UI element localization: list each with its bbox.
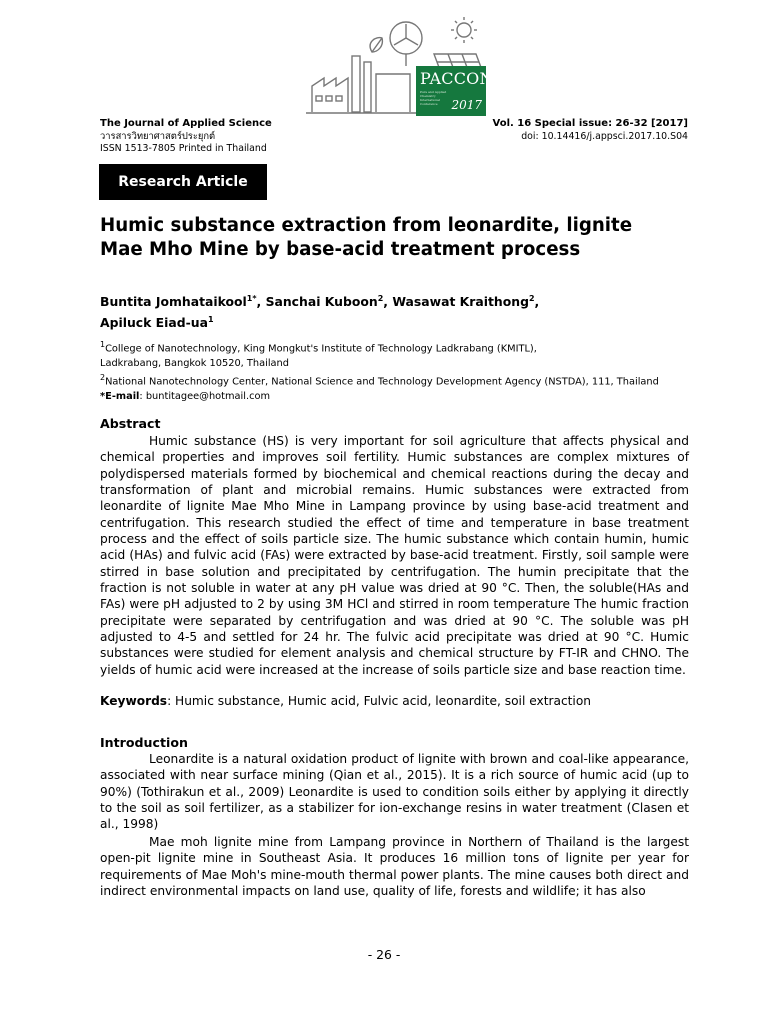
introduction-paragraph-1: Leonardite is a natural oxidation product of lignite with brown and coal-like appearance, associated with near surface mining (Qian et al., 2015). It is a rich source of humic acid (up to 90%) (Tothirakun et al., 2009) Leonardite is used to condition soils either by applying it directly to the soil as soil fertilizer, as a stabilizer for ion-exchange resins in water treatment (Clasen et al., 1998)	[100, 752, 689, 832]
keywords-text: : Humic substance, Humic acid, Fulvic acid, leonardite, soil extraction	[167, 694, 591, 708]
affiliation-number: 2	[100, 373, 106, 383]
affiliation-1	[100, 338, 700, 357]
journal-name-thai: วารสารวิทยาศาสตร์ประยุกต์	[100, 130, 216, 142]
author-affiliation-mark: 2	[377, 294, 384, 303]
author-name: Buntita Jomhataikool	[100, 294, 247, 310]
author-affiliation-mark: 1*	[246, 294, 257, 303]
email-label: *E-mail	[100, 390, 140, 402]
paccon-logo	[306, 14, 494, 114]
doi: doi: 10.14416/j.appsci.2017.10.S04	[521, 130, 688, 142]
journal-name: The Journal of Applied Science	[100, 118, 272, 129]
page-number: - 26 -	[367, 947, 401, 962]
issue-info	[493, 118, 688, 143]
introduction-paragraph-2: Mae moh lignite mine from Lampang province in Northern of Thailand is the largest open-pit lignite mine in Southeast Asia. It produces 16 million tons of lignite per year for requirements of Mae Moh's mine-mouth thermal power plants. The mine causes both direct and indirect environmental impacts on land use, quality of life, forests and wildlife; it has also	[100, 835, 689, 899]
volume: Vol. 16 Special issue: 26-32 [2017]	[492, 118, 688, 129]
abstract-text: Humic substance (HS) is very important for soil agriculture that affects physical and chemical properties and improves soil fertility. Humic substances are complex mixtures of polydispersed materials formed by biochemical and chemical reactions during the decay and transformation of plant and microbial remains. Humic substances were extracted from leonardite of lignite Mae Mho Mine in Lampang province by using base-acid treatment and centrifugation. This research studied the effect of time and temperature in base treatment process and the effect of soils particle size. The humic substance which contain humin, humic acid (HAs) and fulvic acid (FAs) were extracted by base-acid treatment. Firstly, soil sample were stirred in base solution and precipitated by centrifugation. The humin precipitate that the fraction is not soluble in water at any pH value was dried at 90 °C. Then, the soluble(HAs and FAs) were pH adjusted to 2 by using 3M HCl and stirred in room temperature The humic fraction precipitate were separated by centrifugation and was dried at 90 °C. The soluble was pH adjusted to 4-5 and settled for 24 hr. The fulvic acid precipitate was dried at 90 °C. Humic substances were studied for element analysis and chemical structure by FT-IR and CHNO. The yields of humic acid were increased at the increase of soils particle size and base reaction time.	[100, 434, 689, 677]
article-type-badge: Research Article	[99, 164, 267, 200]
affiliation-text: College of Nanotechnology, King Mongkut's Institute of Technology Ladkrabang (KMITL),	[105, 343, 537, 355]
logo-name: PACCON	[420, 69, 494, 88]
keywords-label: Keywords	[100, 694, 168, 708]
affiliations	[100, 338, 700, 404]
introduction-heading: Introduction	[100, 735, 188, 750]
affiliation-text: National Nanotechnology Center, National Science and Technology Development Agency (NSTDA), 111, Thailand	[105, 376, 659, 388]
affiliation-1-line2: Ladkrabang, Bangkok 10520, Thailand	[100, 357, 289, 369]
logo-subtitle: Pure and Applied Chemistry International Conference	[420, 90, 447, 106]
email-address: buntitagee@hotmail.com	[145, 390, 271, 402]
issn: ISSN 1513-7805 Printed in Thailand	[100, 143, 267, 154]
author-name: Sanchai Kuboon	[265, 294, 378, 310]
logo-year: 2017	[451, 98, 482, 112]
affiliation-number: 1	[100, 340, 106, 349]
keywords	[100, 694, 689, 708]
article-title: Humic substance extraction from leonardite, lignite Mae Mho Mine by base-acid treatment process	[100, 215, 633, 260]
author-name: Wasawat Kraithong	[392, 294, 529, 310]
paccon-badge	[416, 66, 494, 116]
journal-info	[100, 118, 272, 156]
author-name: Apiluck Eiad-ua	[100, 315, 208, 331]
contact-email: *E-mail: buntitagee@hotmail.com	[100, 390, 271, 402]
abstract-heading: Abstract	[100, 416, 161, 431]
author-list: Buntita Jomhataikool$^{1*}$, Sanchai Kuboon$^2$, Wasawat Kraithong$^2$, Apiluck Eiad-$ua^1$	[100, 294, 540, 331]
author-affiliation-mark: 1	[207, 315, 214, 325]
author-affiliation-mark: 2	[528, 294, 535, 303]
affiliation-2	[100, 371, 700, 390]
